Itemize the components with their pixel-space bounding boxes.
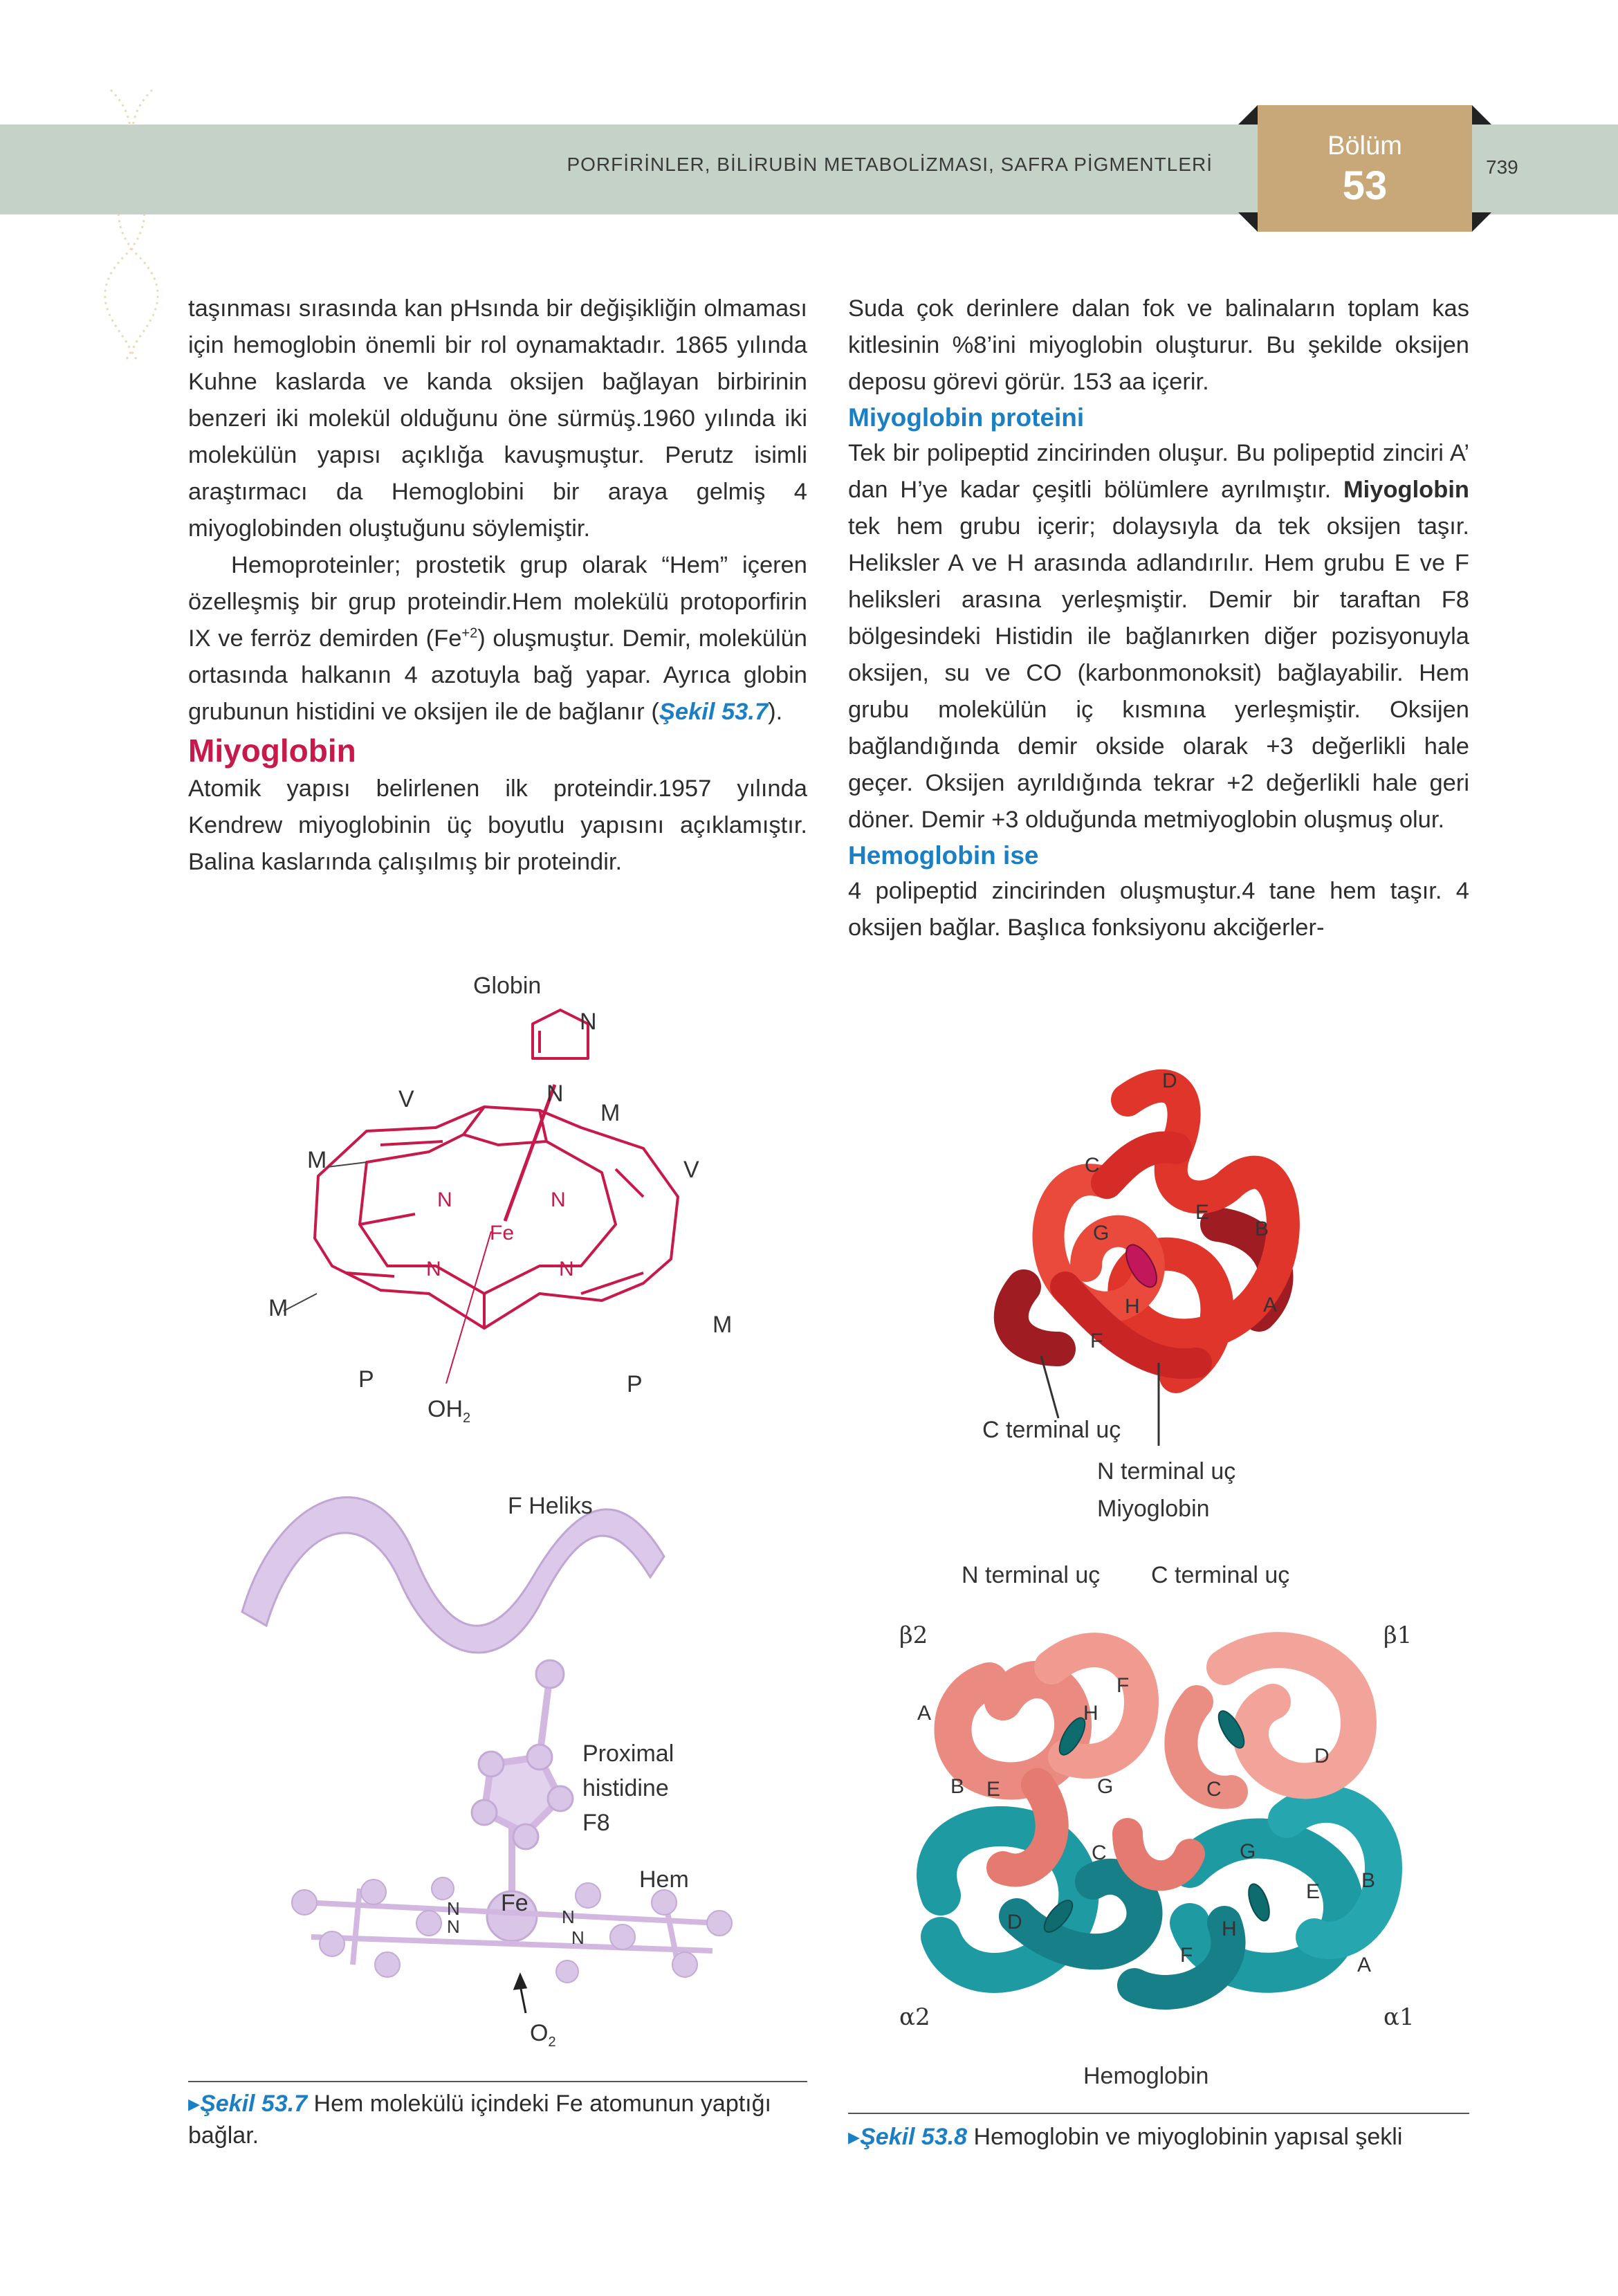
label-beta1: β1 — [1383, 1622, 1413, 1649]
helix-label-c: C — [1092, 1842, 1107, 1864]
section-heading-hemoglobin-ise: Hemoglobin ise — [848, 841, 1039, 870]
label-n: N — [426, 1258, 441, 1280]
helix-label-c: C — [1206, 1778, 1222, 1801]
helix-label-d: D — [1162, 1069, 1177, 1092]
label-miyoglobin: Miyoglobin — [1097, 1496, 1210, 1522]
label-hemoglobin: Hemoglobin — [1083, 2063, 1209, 2089]
label-fe: Fe — [490, 1222, 515, 1245]
label-n: N — [447, 1916, 460, 1937]
label-p: P — [627, 1371, 643, 1397]
page-number: 739 — [1486, 156, 1518, 178]
label-n-terminal: N terminal uç — [962, 1562, 1101, 1588]
helix-label-f: F — [1090, 1330, 1103, 1352]
helix-label-h: H — [1083, 1702, 1098, 1725]
helix-label-a: A — [1263, 1294, 1278, 1316]
label-f8: F8 — [582, 1810, 610, 1836]
chapter-box — [1258, 105, 1472, 232]
label-proximal: Proximal — [582, 1741, 674, 1767]
label-m: M — [307, 1147, 327, 1173]
paragraph: taşınması sırasında kan pHsında bir değişikliğin olmaması için hemoglobin önemli bir rol oynamaktadır. 1865 yılında Kuhne kaslarda ve kanda oksijen bağlayan birbirinin benzeri iki molekül olduğunu öne sürmüş.1960 yılında iki molekülün yapısı açıklığa kavuşmuştur. Perutz isimli araştırmacı da Hemoglobini bir araya gelmiş 4 miyoglobinden oluştuğunu söylemiştir. — [188, 295, 807, 542]
caption-rule — [188, 2081, 807, 2082]
helix-label-a: A — [917, 1702, 932, 1725]
helix-label-d: D — [1314, 1745, 1330, 1767]
f-helix-diagram — [235, 1439, 789, 2061]
label-m: M — [268, 1295, 288, 1321]
chapter-number: 53 — [1342, 163, 1388, 208]
helix-label-f: F — [1116, 1674, 1130, 1697]
label-p: P — [358, 1366, 374, 1393]
label-o2: $O_2$ — [530, 2020, 556, 2050]
helix-label-h: H — [1222, 1918, 1237, 1940]
helix-label-g: G — [1093, 1222, 1110, 1245]
label-v: V — [398, 1086, 414, 1112]
label-n-terminal: N terminal uç — [1097, 1458, 1236, 1485]
label-hem: Hem — [639, 1866, 689, 1893]
paragraph: Suda çok derinlere dalan fok ve balinaların toplam kas kitlesinin %8’ini miyoglobin oluşturur. Bu şekilde oksijen deposu görevi görür. 153 aa içerir. — [848, 295, 1469, 395]
helix-label-g: G — [1097, 1775, 1114, 1798]
helix-label-b: B — [1361, 1869, 1376, 1892]
label-globin: Globin — [473, 973, 542, 999]
label-n: N — [559, 1258, 574, 1280]
paragraph: Hemoproteinler; prostetik grup olarak “Hem” içeren özelleşmiş bir grup proteindir.Hem molekülü protoporfirin IX ve ferröz demirden $(Fe^{+2})$ oluşmuştur. Demir, molekülün ortasında halkanın 4 azotuyla bağ yapar. Ayrıca globin grubunun histidini ve oksijen ile de bağlanır (Şekil 53.7). — [188, 552, 807, 725]
helix-label-e: E — [986, 1778, 1001, 1801]
paragraph: Atomik yapısı belirlenen ilk proteindir.1957 yılında Kendrew miyoglobinin üç boyutlu yapısını açıklamıştır. Balina kaslarında çalışılmış bir proteindir. — [188, 775, 807, 875]
helix-label-b: B — [950, 1775, 965, 1798]
section-heading-miyoglobin-proteini: Miyoglobin proteini — [848, 403, 1085, 432]
label-n: N — [447, 1898, 460, 1919]
figure-link[interactable]: Şekil 53.8 — [860, 2124, 968, 2150]
label-beta2: β2 — [899, 1622, 928, 1649]
label-histidine: histidine — [582, 1775, 669, 1801]
caption-figure-53-7: ▸Şekil 53.7 Hem molekülü içindeki Fe atomunun yaptığı bağlar. — [188, 2091, 771, 2149]
helix-label-g: G — [1240, 1840, 1256, 1863]
running-title: PORFİRİNLER, BİLİRUBİN METABOLİZMASI, SAFRA PİGMENTLERİ — [567, 154, 1213, 175]
caption-figure-53-8: ▸Şekil 53.8 Hemoglobin ve miyoglobinin yapısal şekli — [848, 2124, 1403, 2150]
label-c-terminal: C terminal uç — [1151, 1562, 1290, 1588]
helix-label-a: A — [1357, 1954, 1372, 1976]
myoglobin-diagram — [968, 1058, 1356, 1446]
helix-label-h: H — [1125, 1295, 1140, 1318]
label-n: N — [551, 1188, 566, 1211]
helix-label-e: E — [1195, 1201, 1210, 1224]
label-fe: Fe — [501, 1890, 528, 1916]
helix-label-e: E — [1306, 1880, 1321, 1903]
paragraph: 4 polipeptid zincirinden oluşmuştur.4 tane hem taşır. 4 oksijen bağlar. Başlıca fonksiyonu akciğerler- — [848, 878, 1469, 941]
label-n: N — [546, 1081, 564, 1107]
label-n: N — [437, 1188, 452, 1211]
chapter-tab-corner-icon — [1238, 212, 1258, 232]
figure-link[interactable]: Şekil 53.7 — [200, 2091, 308, 2117]
chapter-tab-corner-icon — [1238, 105, 1258, 125]
helix-label-b: B — [1255, 1218, 1269, 1240]
label-alpha1: α1 — [1383, 2003, 1415, 2031]
figure-link[interactable]: Şekil 53.7 — [659, 699, 769, 725]
label-v: V — [683, 1157, 699, 1183]
heme-structure-diagram — [256, 968, 782, 1439]
label-oh2: $OH_2$ — [428, 1396, 471, 1426]
label-c-terminal: C terminal uç — [982, 1417, 1121, 1443]
helix-label-c: C — [1085, 1154, 1100, 1177]
label-alpha2: α2 — [899, 2003, 930, 2031]
label-f-heliks: F Heliks — [508, 1493, 593, 1519]
section-heading-miyoglobin: Miyoglobin — [188, 733, 356, 769]
label-n: N — [562, 1907, 575, 1927]
helix-label-d: D — [1007, 1911, 1022, 1934]
chapter-word: Bölüm — [1327, 131, 1402, 160]
left-column — [188, 291, 807, 881]
chapter-tab-corner-icon — [1472, 212, 1491, 232]
caption-rule — [848, 2113, 1469, 2114]
label-n: N — [571, 1927, 585, 1948]
label-m: M — [713, 1312, 733, 1338]
label-n: N — [580, 1009, 597, 1035]
label-m: M — [600, 1100, 620, 1126]
chapter-tab-corner-icon — [1472, 105, 1491, 125]
right-column — [848, 291, 1469, 946]
helix-label-f: F — [1180, 1944, 1193, 1967]
paragraph: Tek bir polipeptid zincirinden oluşur. Bu polipeptid zinciri A’ dan H’ye kadar çeşitli bölümlere ayrılmıştır. Miyoglobin tek hem grubu içerir; dolaysıyla da tek oksijen taşır. Heliksler A ve H arasında adlandırılır. Hem grubu E ve F heliksleri arasına yerleşmiştir. Demir bir taraftan F8 bölgesindeki Histidin ile bağlanırken diğer pozisyonuyla oksijen, su ve CO (karbonmonoksit) bağlayabilir. Hem grubu molekülün iç kısmına yerleşmiştir. Oksijen bağlandığında demir okside olarak +3 değerlikli hale geçer. Oksijen ayrıldığında tekrar +2 değerlikli hale geri döner. Demir +3 olduğunda metmiyoglobin oluşmuş olur. — [848, 440, 1469, 833]
